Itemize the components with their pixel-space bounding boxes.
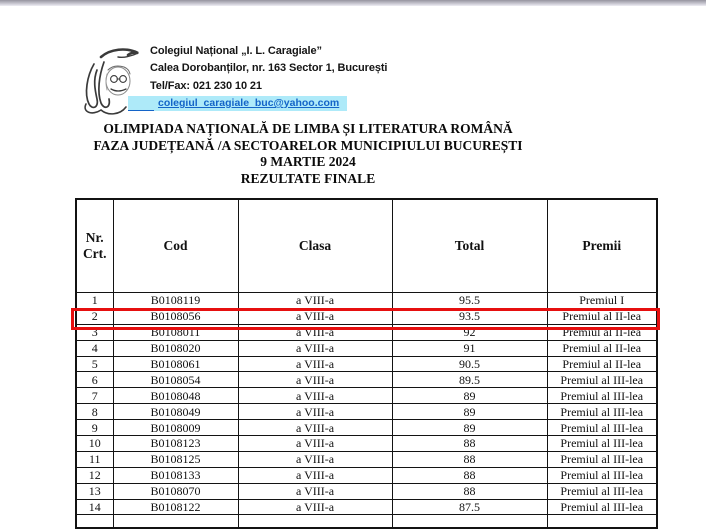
table-row xyxy=(76,467,657,483)
institution-block xyxy=(150,43,480,95)
table-row xyxy=(76,356,657,372)
table-row xyxy=(76,388,657,404)
results-body xyxy=(76,293,657,529)
table-row xyxy=(76,499,657,515)
cell-total: 88 xyxy=(392,467,547,483)
cell-clasa: a VIII-a xyxy=(238,356,392,372)
col-header-nr-crt xyxy=(76,199,113,293)
cell-nr: 6 xyxy=(76,372,113,388)
table-row xyxy=(76,293,657,309)
cell-clasa: a VIII-a xyxy=(238,324,392,340)
cell-premii: Premiul al II-lea xyxy=(547,324,657,340)
cell-premii: Premiul al III-lea xyxy=(547,467,657,483)
table-row xyxy=(76,483,657,499)
cell-empty xyxy=(547,515,657,529)
cell-cod: B0108125 xyxy=(113,451,238,467)
cell-premii: Premiul al II-lea xyxy=(547,340,657,356)
table-row xyxy=(76,372,657,388)
cell-nr: 13 xyxy=(76,483,113,499)
table-row xyxy=(76,451,657,467)
cell-total: 95.5 xyxy=(392,293,547,309)
table-row xyxy=(76,308,657,324)
cell-premii: Premiul al III-lea xyxy=(547,388,657,404)
email-underline-lead xyxy=(128,98,154,111)
col-header-total: Total xyxy=(392,199,547,293)
cell-nr: 3 xyxy=(76,324,113,340)
cell-cod: B0108070 xyxy=(113,483,238,499)
table-row xyxy=(76,436,657,452)
cell-total: 88 xyxy=(392,451,547,467)
cell-nr: 4 xyxy=(76,340,113,356)
cell-cod: B0108048 xyxy=(113,388,238,404)
viewer-top-bar xyxy=(0,0,706,6)
cell-total: 91 xyxy=(392,340,547,356)
table-row xyxy=(76,404,657,420)
cell-clasa: a VIII-a xyxy=(238,293,392,309)
cell-cod: B0108119 xyxy=(113,293,238,309)
cell-premii: Premiul al III-lea xyxy=(547,372,657,388)
email-highlight xyxy=(128,96,347,111)
cell-nr: 9 xyxy=(76,420,113,436)
cell-cod: B0108133 xyxy=(113,467,238,483)
cell-clasa: a VIII-a xyxy=(238,388,392,404)
cell-total: 88 xyxy=(392,483,547,499)
cell-clasa: a VIII-a xyxy=(238,436,392,452)
col-header-cod: Cod xyxy=(113,199,238,293)
col-header-nr-line2: Crt. xyxy=(82,246,107,261)
cell-cod: B0108020 xyxy=(113,340,238,356)
cell-total: 89 xyxy=(392,420,547,436)
title-line-4: REZULTATE FINALE xyxy=(240,170,376,186)
cell-total: 89 xyxy=(392,404,547,420)
cell-clasa: a VIII-a xyxy=(238,340,392,356)
cell-empty xyxy=(113,515,238,529)
cell-nr: 10 xyxy=(76,436,113,452)
cell-nr: 8 xyxy=(76,404,113,420)
col-header-clasa: Clasa xyxy=(238,199,392,293)
results-table xyxy=(75,198,656,529)
col-header-premii: Premii xyxy=(547,199,657,293)
cell-cod: B0108123 xyxy=(113,436,238,452)
cell-clasa: a VIII-a xyxy=(238,372,392,388)
table-header-row xyxy=(76,199,657,293)
cell-premii: Premiul al II-lea xyxy=(547,356,657,372)
col-header-nr-line1: Nr. xyxy=(85,230,104,245)
cell-premii: Premiul al III-lea xyxy=(547,404,657,420)
cell-clasa: a VIII-a xyxy=(238,451,392,467)
cell-clasa: a VIII-a xyxy=(238,467,392,483)
institution-name: Colegiul Național „I. L. Caragiale” xyxy=(150,45,322,57)
table-row-partial xyxy=(76,515,657,529)
cell-clasa: a VIII-a xyxy=(238,308,392,324)
cell-premii: Premiul al III-lea xyxy=(547,420,657,436)
cell-nr: 12 xyxy=(76,467,113,483)
cell-nr: 5 xyxy=(76,356,113,372)
cell-premii: Premiul al III-lea xyxy=(547,483,657,499)
cell-nr: 7 xyxy=(76,388,113,404)
cell-clasa: a VIII-a xyxy=(238,499,392,515)
cell-total: 87.5 xyxy=(392,499,547,515)
cell-empty xyxy=(76,515,113,529)
cell-clasa: a VIII-a xyxy=(238,420,392,436)
title-line-1: OLIMPIADA NAȚIONALĂ DE LIMBA ȘI LITERATURA ROMÂNĂ xyxy=(103,121,513,136)
cell-cod: B0108122 xyxy=(113,499,238,515)
cell-cod: B0108009 xyxy=(113,420,238,436)
cell-clasa: a VIII-a xyxy=(238,483,392,499)
cell-total: 93.5 xyxy=(392,308,547,324)
cell-premii: Premiul al III-lea xyxy=(547,499,657,515)
table-row xyxy=(76,340,657,356)
cell-nr: 1 xyxy=(76,293,113,309)
cell-total: 92 xyxy=(392,324,547,340)
cell-nr: 2 xyxy=(76,308,113,324)
cell-total: 89.5 xyxy=(392,372,547,388)
cell-cod: B0108011 xyxy=(113,324,238,340)
cell-premii: Premiul I xyxy=(547,293,657,309)
cell-total: 90.5 xyxy=(392,356,547,372)
cell-premii: Premiul al III-lea xyxy=(547,436,657,452)
cell-cod: B0108049 xyxy=(113,404,238,420)
document-title xyxy=(0,121,616,187)
cell-total: 89 xyxy=(392,388,547,404)
cell-empty xyxy=(238,515,392,529)
cell-nr: 14 xyxy=(76,499,113,515)
table-row xyxy=(76,420,657,436)
cell-premii: Premiul al II-lea xyxy=(547,308,657,324)
cell-cod: B0108056 xyxy=(113,308,238,324)
cell-clasa: a VIII-a xyxy=(238,404,392,420)
cell-empty xyxy=(392,515,547,529)
cell-premii: Premiul al III-lea xyxy=(547,451,657,467)
table-row xyxy=(76,324,657,340)
title-line-3: 9 MARTIE 2024 xyxy=(260,154,356,170)
cell-nr: 11 xyxy=(76,451,113,467)
cell-cod: B0108061 xyxy=(113,356,238,372)
institution-address: Calea Dorobanților, nr. 163 Sector 1, București xyxy=(150,62,388,75)
email-link[interactable]: colegiul_caragiale_buc@yahoo.com xyxy=(158,97,340,109)
cell-cod: B0108054 xyxy=(113,372,238,388)
title-line-2: FAZA JUDEȚEANĂ /A SECTOARELOR MUNICIPIULUI BUCUREȘTI xyxy=(93,137,523,153)
institution-telfax: Tel/Fax: 021 230 10 21 xyxy=(150,79,262,92)
cell-total: 88 xyxy=(392,436,547,452)
